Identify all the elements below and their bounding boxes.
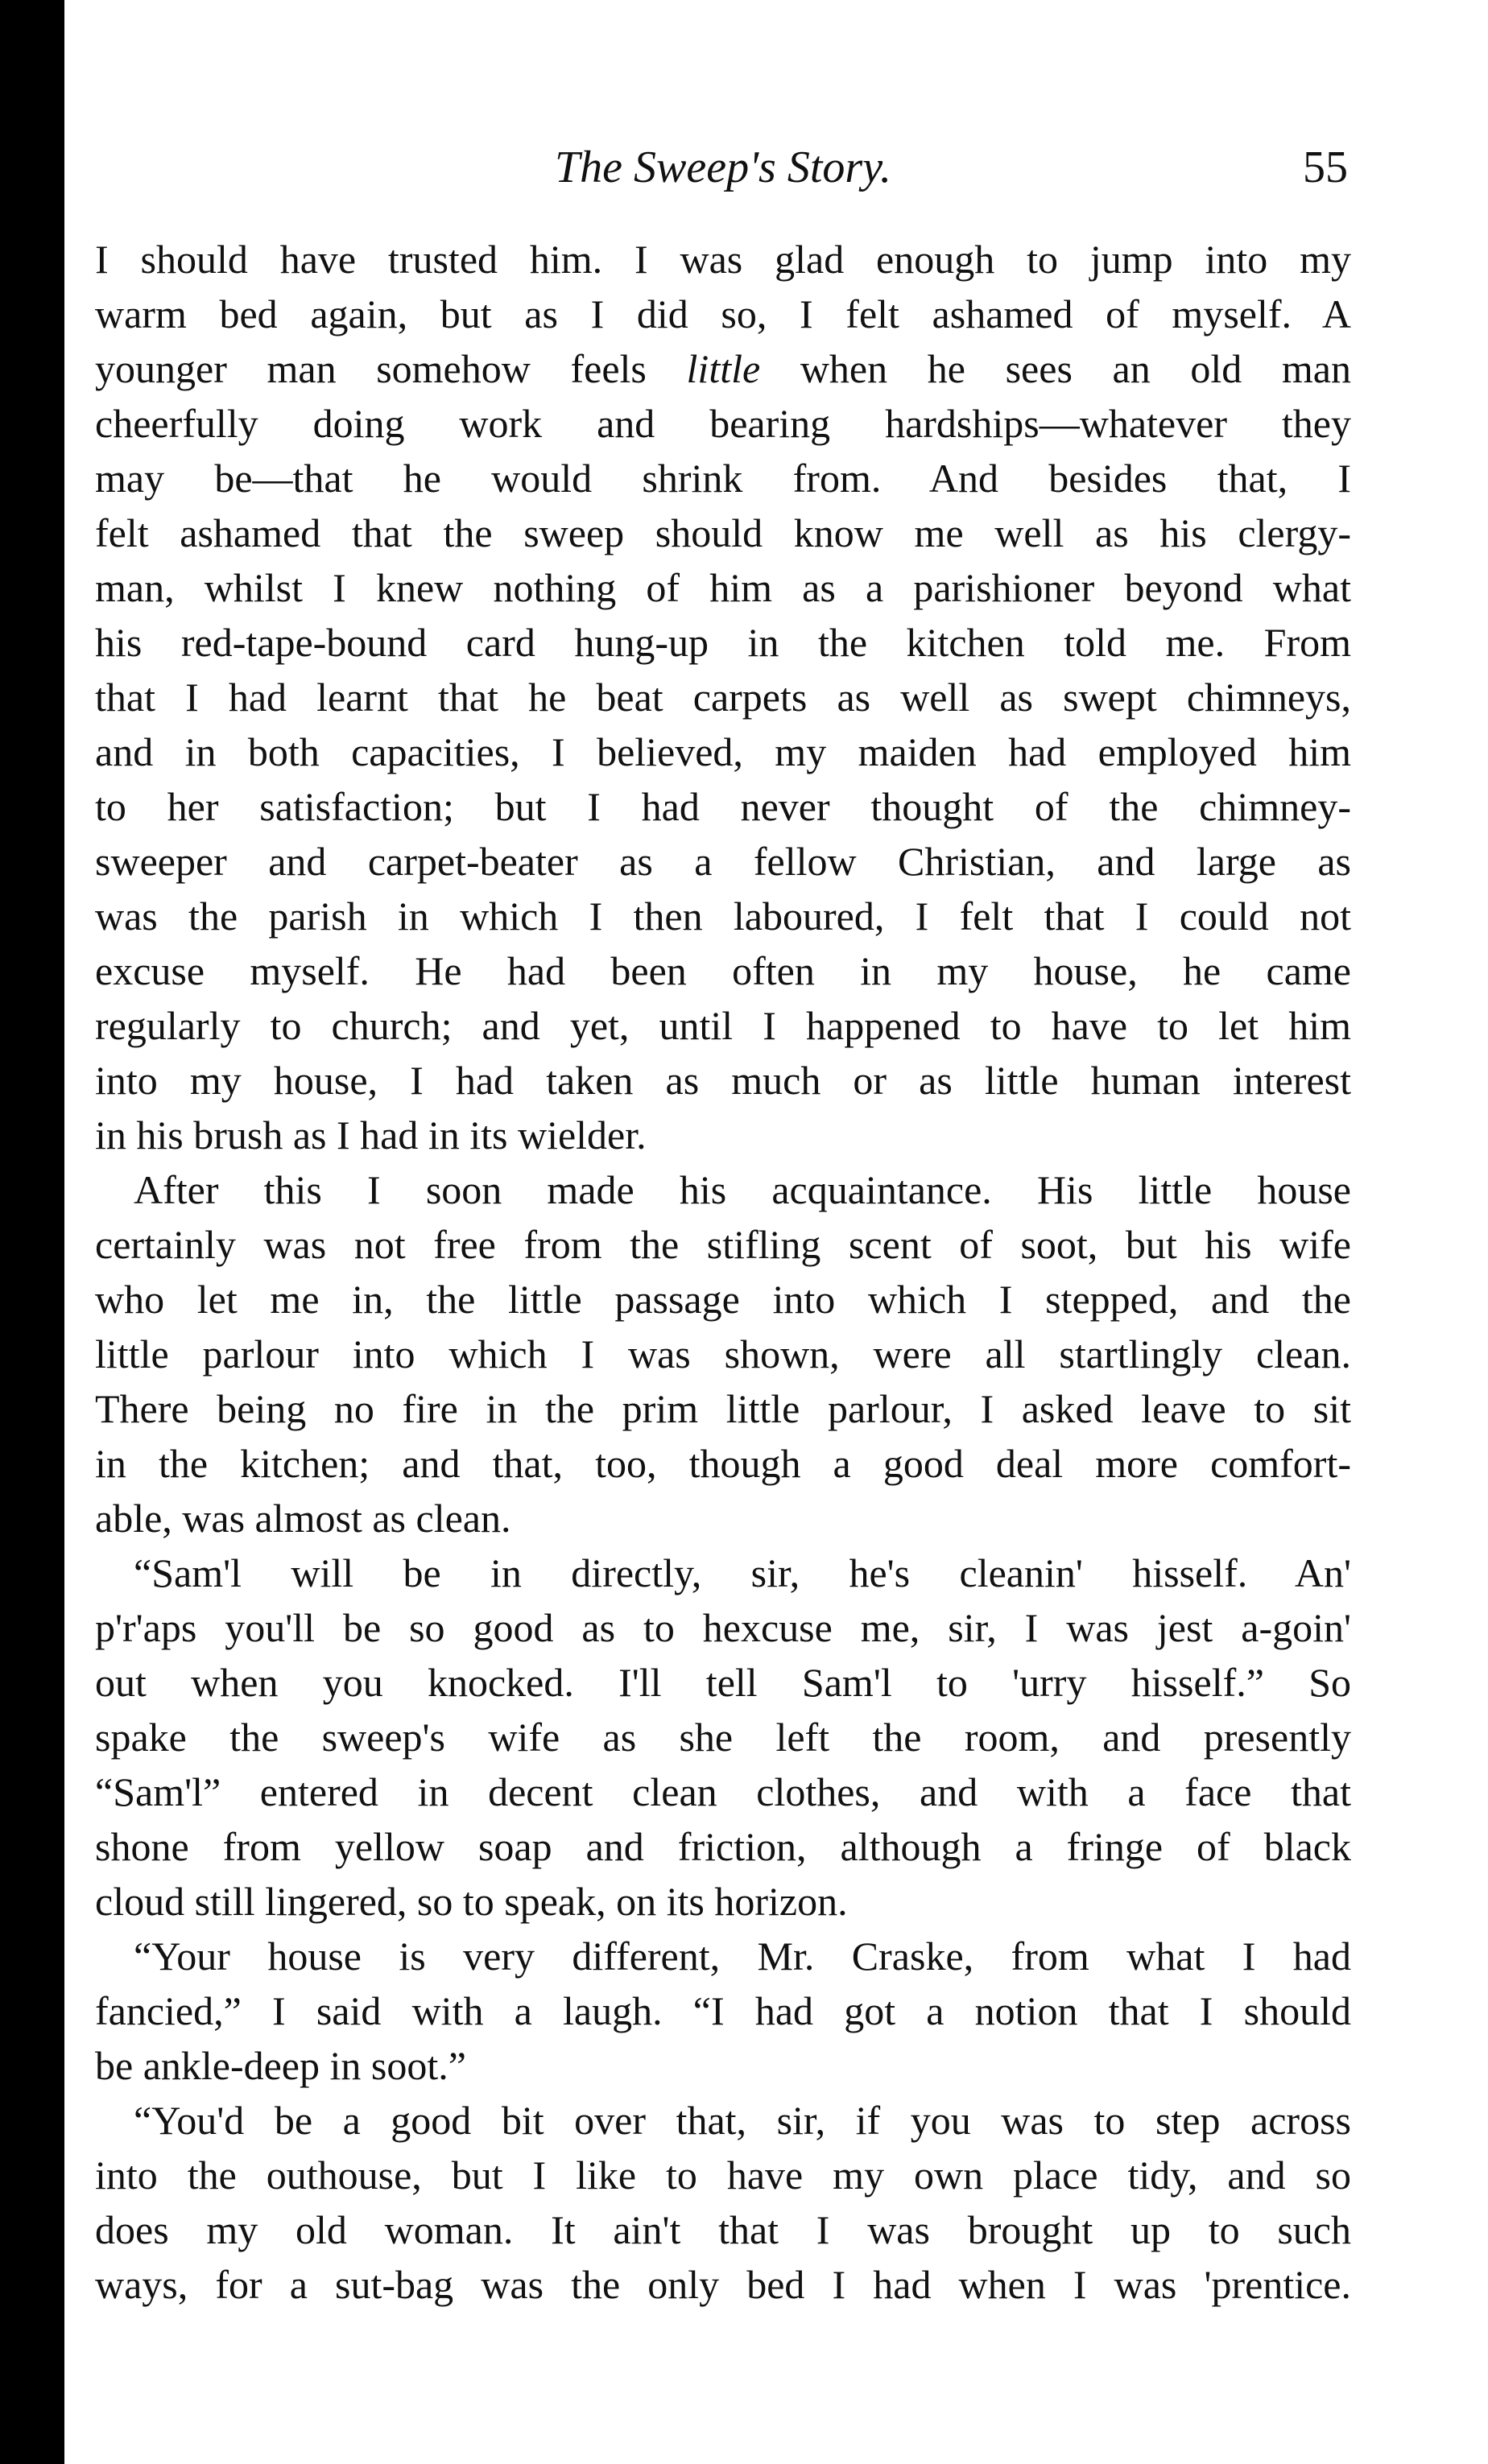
text-line: in the kitchen; and that, too, though a good deal more comfort- — [95, 1441, 1351, 1486]
text-line: younger man somehow feels little when he sees an old man — [95, 346, 1351, 391]
text-line: “Sam'l” entered in decent clean clothes, and with a face that — [95, 1769, 1351, 1814]
binding-edge — [0, 0, 64, 2464]
paragraph-first-line: “You'd be a good bit over that, sir, if you was to step across — [134, 2098, 1351, 2143]
book-page — [95, 0, 1351, 2464]
text-line: felt ashamed that the sweep should know me well as his clergy- — [95, 510, 1351, 555]
text-line: sweeper and carpet-beater as a fellow Christian, and large as — [95, 839, 1351, 884]
text-line: be ankle-deep in soot.” — [95, 2043, 466, 2088]
page-number: 55 — [1303, 142, 1348, 192]
text-line: spake the sweep's wife as she left the room, and presently — [95, 1715, 1351, 1760]
text-line: that I had learnt that he beat carpets as well as swept chimneys, — [95, 675, 1351, 720]
text-line: was the parish in which I then laboured, I felt that I could not — [95, 894, 1351, 939]
text-line: certainly was not free from the stifling scent of soot, but his wife — [95, 1222, 1351, 1267]
text-line: warm bed again, but as I did so, I felt ashamed of myself. A — [95, 291, 1351, 336]
paragraph-first-line: After this I soon made his acquaintance. His little house — [134, 1167, 1351, 1212]
text-line: cloud still lingered, so to speak, on its horizon. — [95, 1879, 848, 1924]
text-line: shone from yellow soap and friction, although a fringe of black — [95, 1824, 1351, 1869]
text-line: into the outhouse, but I like to have my own place tidy, and so — [95, 2152, 1351, 2198]
text-line: into my house, I had taken as much or as little human interest — [95, 1058, 1351, 1103]
emphasis: little — [686, 346, 761, 391]
text-line: out when you knocked. I'll tell Sam'l to 'urry hisself.” So — [95, 1660, 1351, 1705]
text-line: to her satisfaction; but I had never thought of the chimney- — [95, 784, 1351, 829]
text-line: excuse myself. He had been often in my house, he came — [95, 948, 1351, 993]
text-line: may be—that he would shrink from. And besides that, I — [95, 456, 1351, 501]
paragraph-first-line: “Sam'l will be in directly, sir, he's cleanin' hisself. An' — [134, 1550, 1351, 1595]
text-line: regularly to church; and yet, until I happened to have to let him — [95, 1003, 1351, 1048]
running-title: The Sweep's Story. — [555, 142, 891, 192]
text-line: does my old woman. It ain't that I was brought up to such — [95, 2207, 1351, 2252]
text-line: I should have trusted him. I was glad enough to jump into my — [95, 237, 1351, 282]
text-line: p'r'aps you'll be so good as to hexcuse me, sir, I was jest a-goin' — [95, 1605, 1351, 1650]
text-line: fancied,” I said with a laugh. “I had got a notion that I should — [95, 1988, 1351, 2033]
text-line: able, was almost as clean. — [95, 1496, 511, 1541]
text-line: in his brush as I had in its wielder. — [95, 1112, 647, 1158]
text-line: There being no fire in the prim little parlour, I asked leave to sit — [95, 1386, 1351, 1431]
text-line: man, whilst I knew nothing of him as a parishioner beyond what — [95, 565, 1351, 610]
text-line: and in both capacities, I believed, my maiden had employed him — [95, 729, 1351, 774]
running-head — [95, 135, 1351, 200]
text-line: cheerfully doing work and bearing hardships—whatever they — [95, 401, 1351, 446]
text-line: his red-tape-bound card hung-up in the kitchen told me. From — [95, 620, 1351, 665]
text-line: who let me in, the little passage into which I stepped, and the — [95, 1277, 1351, 1322]
paragraph-first-line: “Your house is very different, Mr. Craske, from what I had — [134, 1934, 1351, 1979]
text-line: ways, for a sut-bag was the only bed I had when I was 'prentice. — [95, 2262, 1351, 2307]
text-line: little parlour into which I was shown, were all startlingly clean. — [95, 1331, 1351, 1376]
body-text — [95, 232, 1351, 2312]
